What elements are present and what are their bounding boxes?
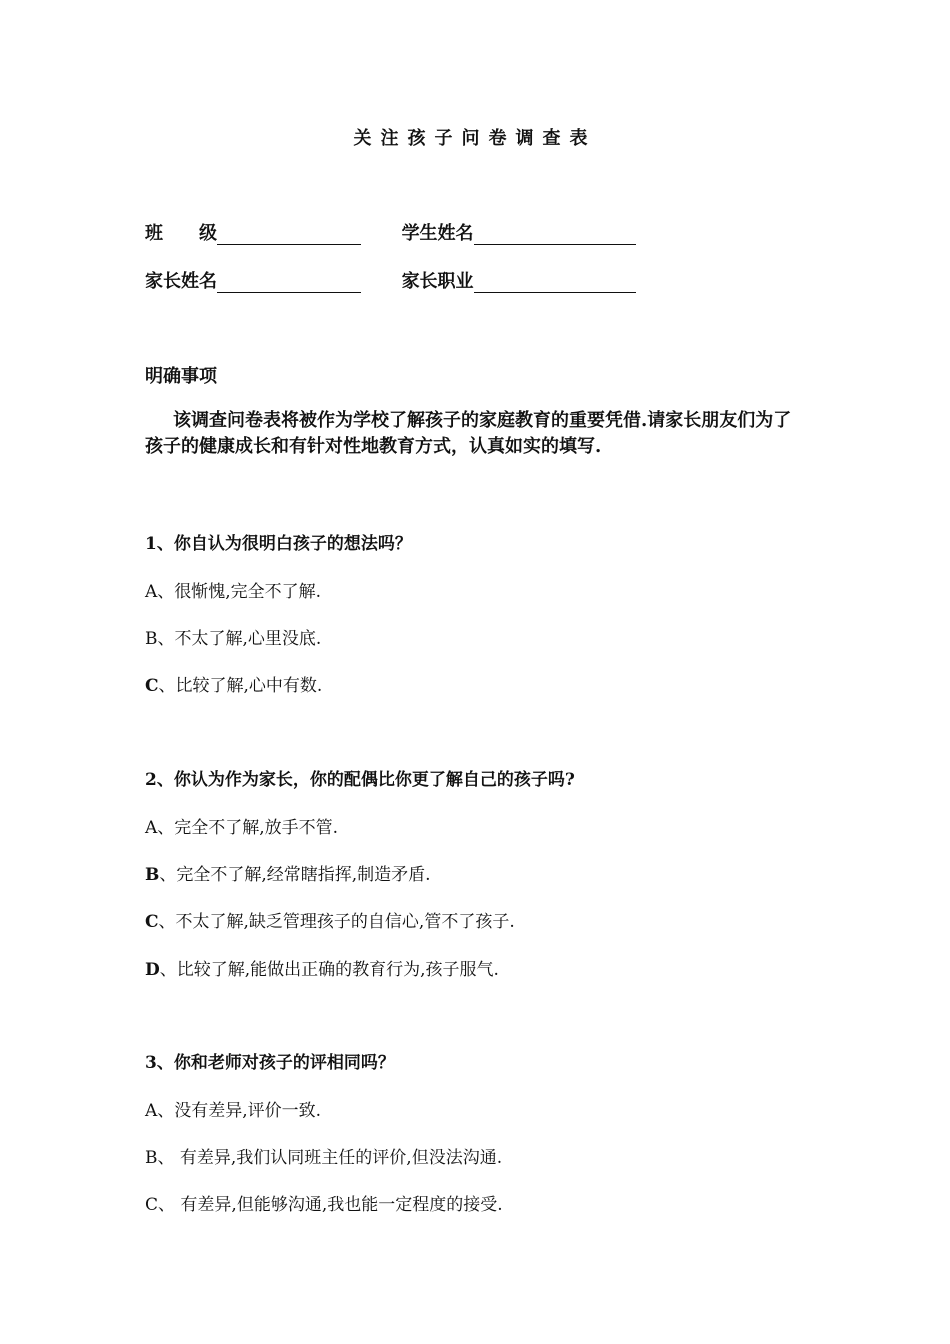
question-3-option-c: C、 有差异,但能够沟通,我也能一定程度的接受. — [145, 1195, 503, 1215]
parent-name-label: 家长姓名 — [145, 271, 217, 292]
question-1-option-a: A、很惭愧,完全不了解. — [145, 582, 322, 602]
question-2-option-a: A、完全不了解,放手不管. — [145, 818, 339, 838]
class-blank — [217, 224, 361, 245]
option-text: 完全不了解,放手不管. — [174, 818, 339, 838]
field-row-parent-job — [145, 267, 636, 293]
option-text: 有差异,我们认同班主任的评价,但没法沟通. — [179, 1148, 503, 1168]
question-1: 1、你自认为很明白孩子的想法吗？ — [145, 534, 412, 554]
option-text: 没有差异,评价一致. — [174, 1101, 322, 1121]
question-2-option-c: C、不太了解,缺乏管理孩子的自信心,管不了孩子. — [145, 912, 515, 932]
option-letter: C — [145, 1195, 159, 1215]
option-text: 比较了解,心中有数. — [175, 676, 323, 696]
option-letter: A — [145, 582, 158, 602]
notice-text: 该调查问卷表将被作为学校了解孩子的家庭教育的重要凭借.请家长朋友们为了孩子的健康成长和有针对性地教育方式，认真如实的填写. — [145, 410, 792, 457]
option-letter: C — [145, 676, 159, 696]
option-text: 不太了解,心里没底. — [174, 629, 322, 649]
option-letter: C — [145, 912, 159, 932]
option-letter: A — [145, 818, 158, 838]
option-text: 有差异,但能够沟通,我也能一定程度的接受. — [180, 1195, 503, 1215]
question-3-option-b: B、 有差异,我们认同班主任的评价,但没法沟通. — [145, 1148, 503, 1168]
question-1-option-c: C、比较了解,心中有数. — [145, 676, 323, 696]
notice-heading: 明确事项 — [145, 366, 217, 387]
parent-job-blank — [474, 272, 636, 293]
parent-name-blank — [217, 272, 361, 293]
question-2-option-b: B、完全不了解,经常瞎指挥,制造矛盾. — [145, 865, 431, 885]
parent-job-label: 家长职业 — [401, 271, 474, 292]
option-text: 完全不了解,经常瞎指挥,制造矛盾. — [176, 865, 431, 885]
question-3: 3、你和老师对孩子的评相同吗？ — [145, 1053, 395, 1073]
option-letter: A — [145, 1101, 158, 1121]
question-3-option-a: A、没有差异,评价一致. — [145, 1101, 322, 1121]
option-letter: B — [145, 1148, 158, 1168]
option-text: 很惭愧,完全不了解. — [174, 582, 322, 602]
question-2-option-d: D、比较了解,能做出正确的教育行为,孩子服气. — [145, 960, 499, 980]
question-2: 2、你认为作为家长，你的配偶比你更了解自己的孩子吗? — [145, 770, 575, 790]
question-1-option-b: B、不太了解,心里没底. — [145, 629, 322, 649]
option-letter: B — [145, 865, 160, 885]
student-name-blank — [474, 224, 636, 245]
option-text: 不太了解,缺乏管理孩子的自信心,管不了孩子. — [175, 912, 515, 932]
option-text: 比较了解,能做出正确的教育行为,孩子服气. — [176, 960, 499, 980]
student-name-label: 学生姓名 — [401, 223, 474, 244]
option-letter: D — [145, 960, 160, 980]
document-title: 关注孩子问卷调查表 — [353, 128, 597, 149]
class-label: 班 级 — [145, 223, 217, 244]
option-letter: B — [145, 629, 158, 649]
field-row-class-student — [145, 219, 636, 245]
